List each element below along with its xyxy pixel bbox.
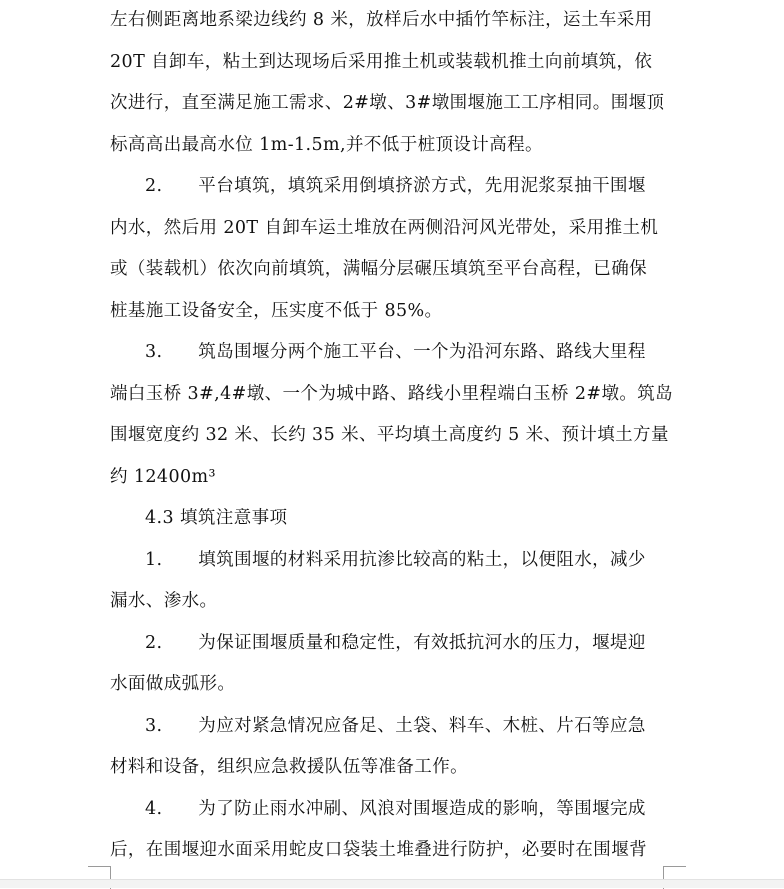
text-line: 端白玉桥 3#,4#墩、一个为城中路、路线小里程端白玉桥 2#墩。筑岛	[110, 383, 674, 404]
document-body	[110, 0, 674, 872]
text-line: 2. 为保证围堰质量和稳定性，有效抵抗河水的压力，堰堤迎	[145, 632, 646, 653]
paragraph-item-3-island	[110, 332, 674, 498]
text-line: 4. 为了防止雨水冲刷、风浪对围堰造成的影响，等围堰完成	[145, 798, 646, 819]
text-line: 内水，然后用 20T 自卸车运土堆放在两侧沿河风光带处，采用推土机	[110, 217, 659, 238]
paragraph-continuation	[110, 0, 663, 166]
text-line: 次进行，直至满足施工需求、2#墩、3#墩围堰施工工序相同。围堰顶	[110, 93, 665, 113]
section-heading-4-3	[110, 498, 663, 540]
text-line: 漏水、渗水。	[110, 591, 218, 611]
paragraph-note-2	[110, 623, 663, 706]
text-line: 1. 填筑围堰的材料采用抗渗比较高的粘土，以便阻水，减少	[145, 549, 646, 570]
paragraph-note-1	[110, 540, 663, 623]
text-line: 3. 筑岛围堰分两个施工平台、一个为沿河东路、路线大里程	[145, 342, 646, 362]
paragraph-note-3	[110, 706, 663, 789]
text-line: 约 12400m³	[110, 466, 216, 487]
paragraph-note-4	[110, 789, 663, 872]
text-line: 围堰宽度约 32 米、长约 35 米、平均填土高度约 5 米、预计填土方量	[110, 425, 669, 445]
text-line: 后，在围堰迎水面采用蛇皮口袋装土堆叠进行防护，必要时在围堰背	[110, 840, 647, 860]
paragraph-item-2-platform	[110, 166, 663, 332]
heading-text: 4.3 填筑注意事项	[145, 508, 288, 528]
text-line: 水面做成弧形。	[110, 674, 236, 694]
text-line: 材料和设备，组织应急救援队伍等准备工作。	[110, 757, 468, 777]
text-line: 3. 为应对紧急情况应备足、土袋、料车、木桩、片石等应急	[145, 715, 646, 736]
text-line: 20T 自卸车，粘土到达现场后采用推土机或装载机推土向前填筑，依	[110, 51, 653, 72]
text-line: 左右侧距离地系梁边线约 8 米，放样后水中插竹竿标注，运土车采用	[110, 10, 653, 30]
text-line: 2. 平台填筑，填筑采用倒填挤淤方式，先用泥浆泵抽干围堰	[145, 176, 646, 196]
text-line: 桩基施工设备安全，压实度不低于 85%。	[110, 300, 443, 321]
text-line: 或（装载机）依次向前填筑，满幅分层碾压填筑至平台高程，已确保	[110, 259, 647, 279]
text-line: 标高高出最高水位 1m-1.5m,并不低于桩顶设计高程。	[110, 134, 543, 155]
